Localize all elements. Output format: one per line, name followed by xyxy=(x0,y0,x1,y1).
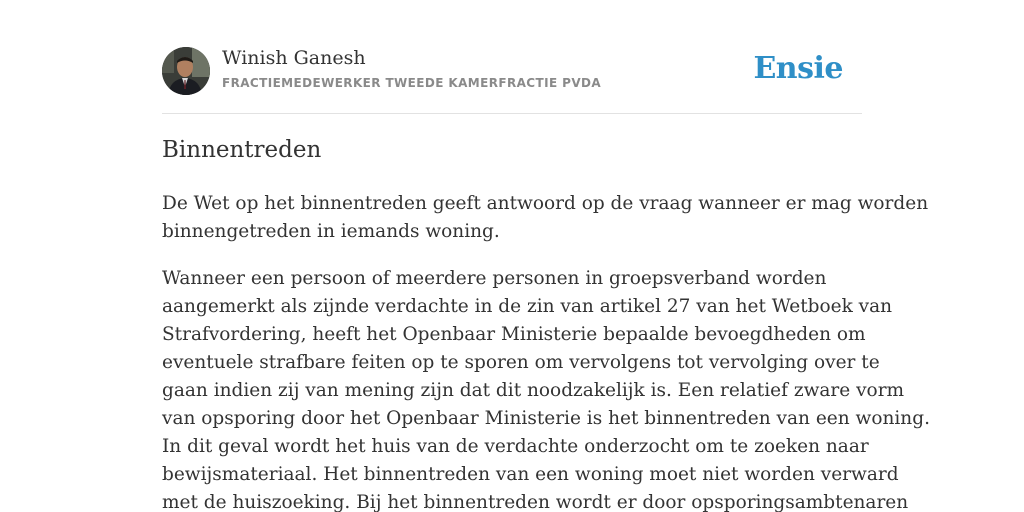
paragraph-line: bewijsmateriaal. Het binnentreden van een woning moet niet worden verward xyxy=(162,464,899,485)
article-title: Binnentreden xyxy=(162,137,322,163)
paragraph-line: De Wet op het binnentreden geeft antwoord op de vraag wanneer er mag worden xyxy=(162,193,929,214)
paragraph xyxy=(162,265,930,512)
author-header xyxy=(162,46,862,96)
paragraph-line: Wanneer een persoon of meerdere personen in groepsverband worden xyxy=(162,268,827,289)
author-role: FRACTIEMEDEWERKER TWEEDE KAMERFRACTIE PVDA xyxy=(222,76,602,90)
author-name[interactable]: Winish Ganesh xyxy=(222,47,366,69)
brand-logo[interactable]: Ensie xyxy=(753,51,843,86)
paragraph-line: gaan indien zij van mening zijn dat dit noodzakelijk is. Een relatief zware vorm xyxy=(162,380,905,401)
article-body xyxy=(162,190,930,512)
paragraph-line: eventuele strafbare feiten op te sporen om vervolgens tot vervolging over te xyxy=(162,352,880,373)
paragraph-line: aangemerkt als zijnde verdachte in de zin van artikel 27 van het Wetboek van xyxy=(162,296,893,317)
paragraph-line: In dit geval wordt het huis van de verdachte onderzocht om te zoeken naar xyxy=(162,436,869,457)
paragraph xyxy=(162,190,929,246)
paragraph-line: Strafvordering, heeft het Openbaar Ministerie bepaalde bevoegdheden om xyxy=(162,324,866,345)
header-divider xyxy=(162,113,862,114)
paragraph-line: met de huiszoeking. Bij het binnentreden wordt er door opsporingsambtenaren xyxy=(162,492,909,512)
paragraph-line: binnengetreden in iemands woning. xyxy=(162,221,500,242)
author-avatar[interactable] xyxy=(162,47,210,95)
paragraph-line: van opsporing door het Openbaar Ministerie is het binnentreden van een woning. xyxy=(162,408,930,429)
avatar-photo xyxy=(162,47,210,95)
